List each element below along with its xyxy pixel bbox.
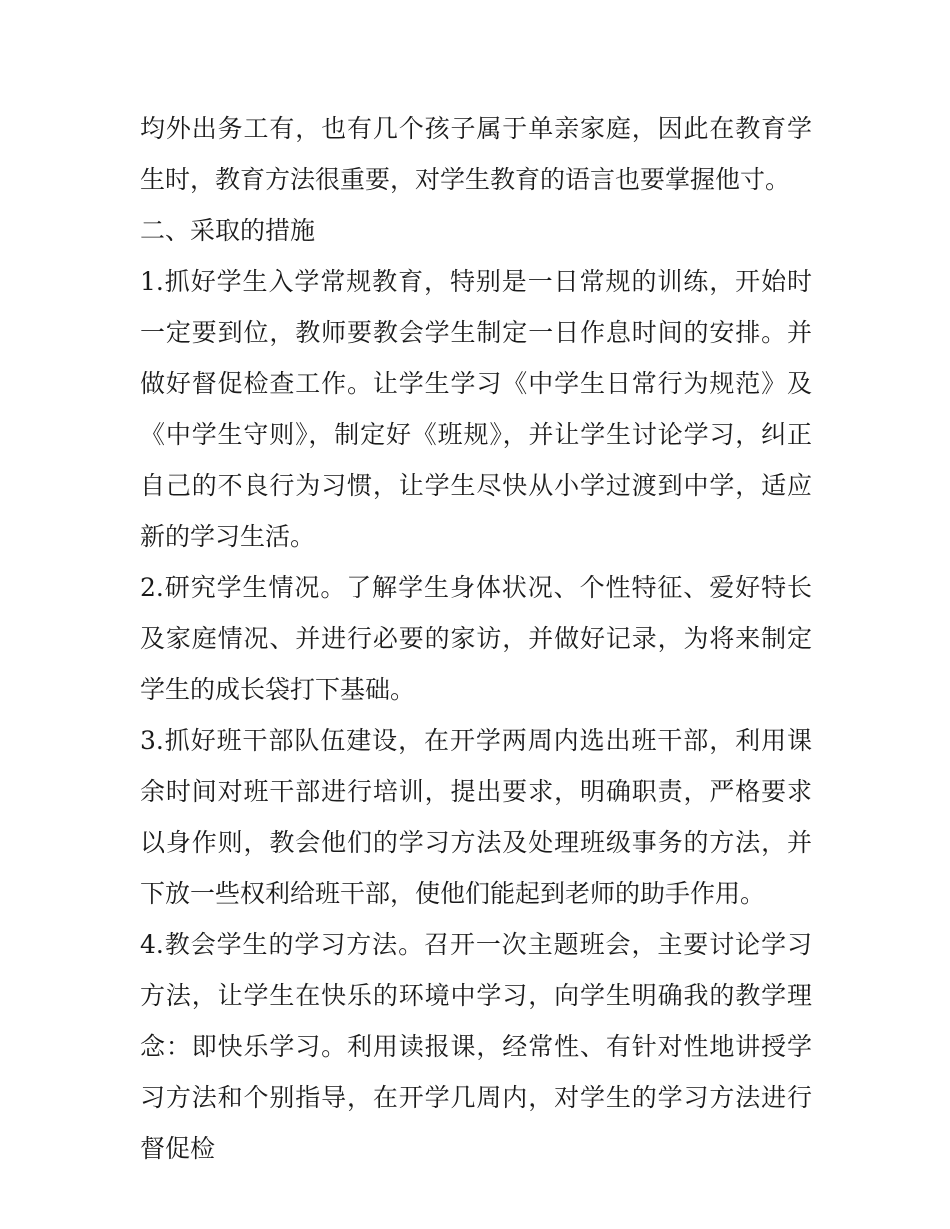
paragraph-item-3: 3.抓好班干部队伍建设，在开学两周内选出班干部，利用课余时间对班干部进行培训，提出要求，明确职责，严格要求以身作则，教会他们的学习方法及处理班级事务的方法，并下放一些权利给班干部，使他们能起到老师的助手作用。 — [140, 726, 812, 908]
section-heading-measures: 二、采取的措施 — [140, 216, 316, 245]
paragraph-item-4: 4.教会学生的学习方法。召开一次主题班会，主要讨论学习方法，让学生在快乐的环境中学习，向学生明确我的教学理念：即快乐学习。利用读报课，经常性、有针对性地讲授学习方法和个别指导，在开学几周内，对学生的学习方法进行督促检 — [140, 930, 812, 1163]
document-body — [140, 103, 812, 1174]
paragraph-intro-continuation: 均外出务工有，也有几个孩子属于单亲家庭，因此在教育学生时，教育方法很重要，对学生教育的语言也要掌握他寸。 — [140, 114, 812, 194]
paragraph-item-1: 1.抓好学生入学常规教育，特别是一日常规的训练，开始时一定要到位，教师要教会学生制定一日作息时间的安排。并做好督促检查工作。让学生学习《中学生日常行为规范》及《中学生守则》，制定好《班规》，并让学生讨论学习，纠正自己的不良行为习惯，让学生尽快从小学过渡到中学，适应新的学习生活。 — [140, 267, 812, 551]
paragraph-item-2: 2.研究学生情况。了解学生身体状况、个性特征、爱好特长及家庭情况、并进行必要的家访，并做好记录，为将来制定学生的成长袋打下基础。 — [140, 573, 812, 704]
